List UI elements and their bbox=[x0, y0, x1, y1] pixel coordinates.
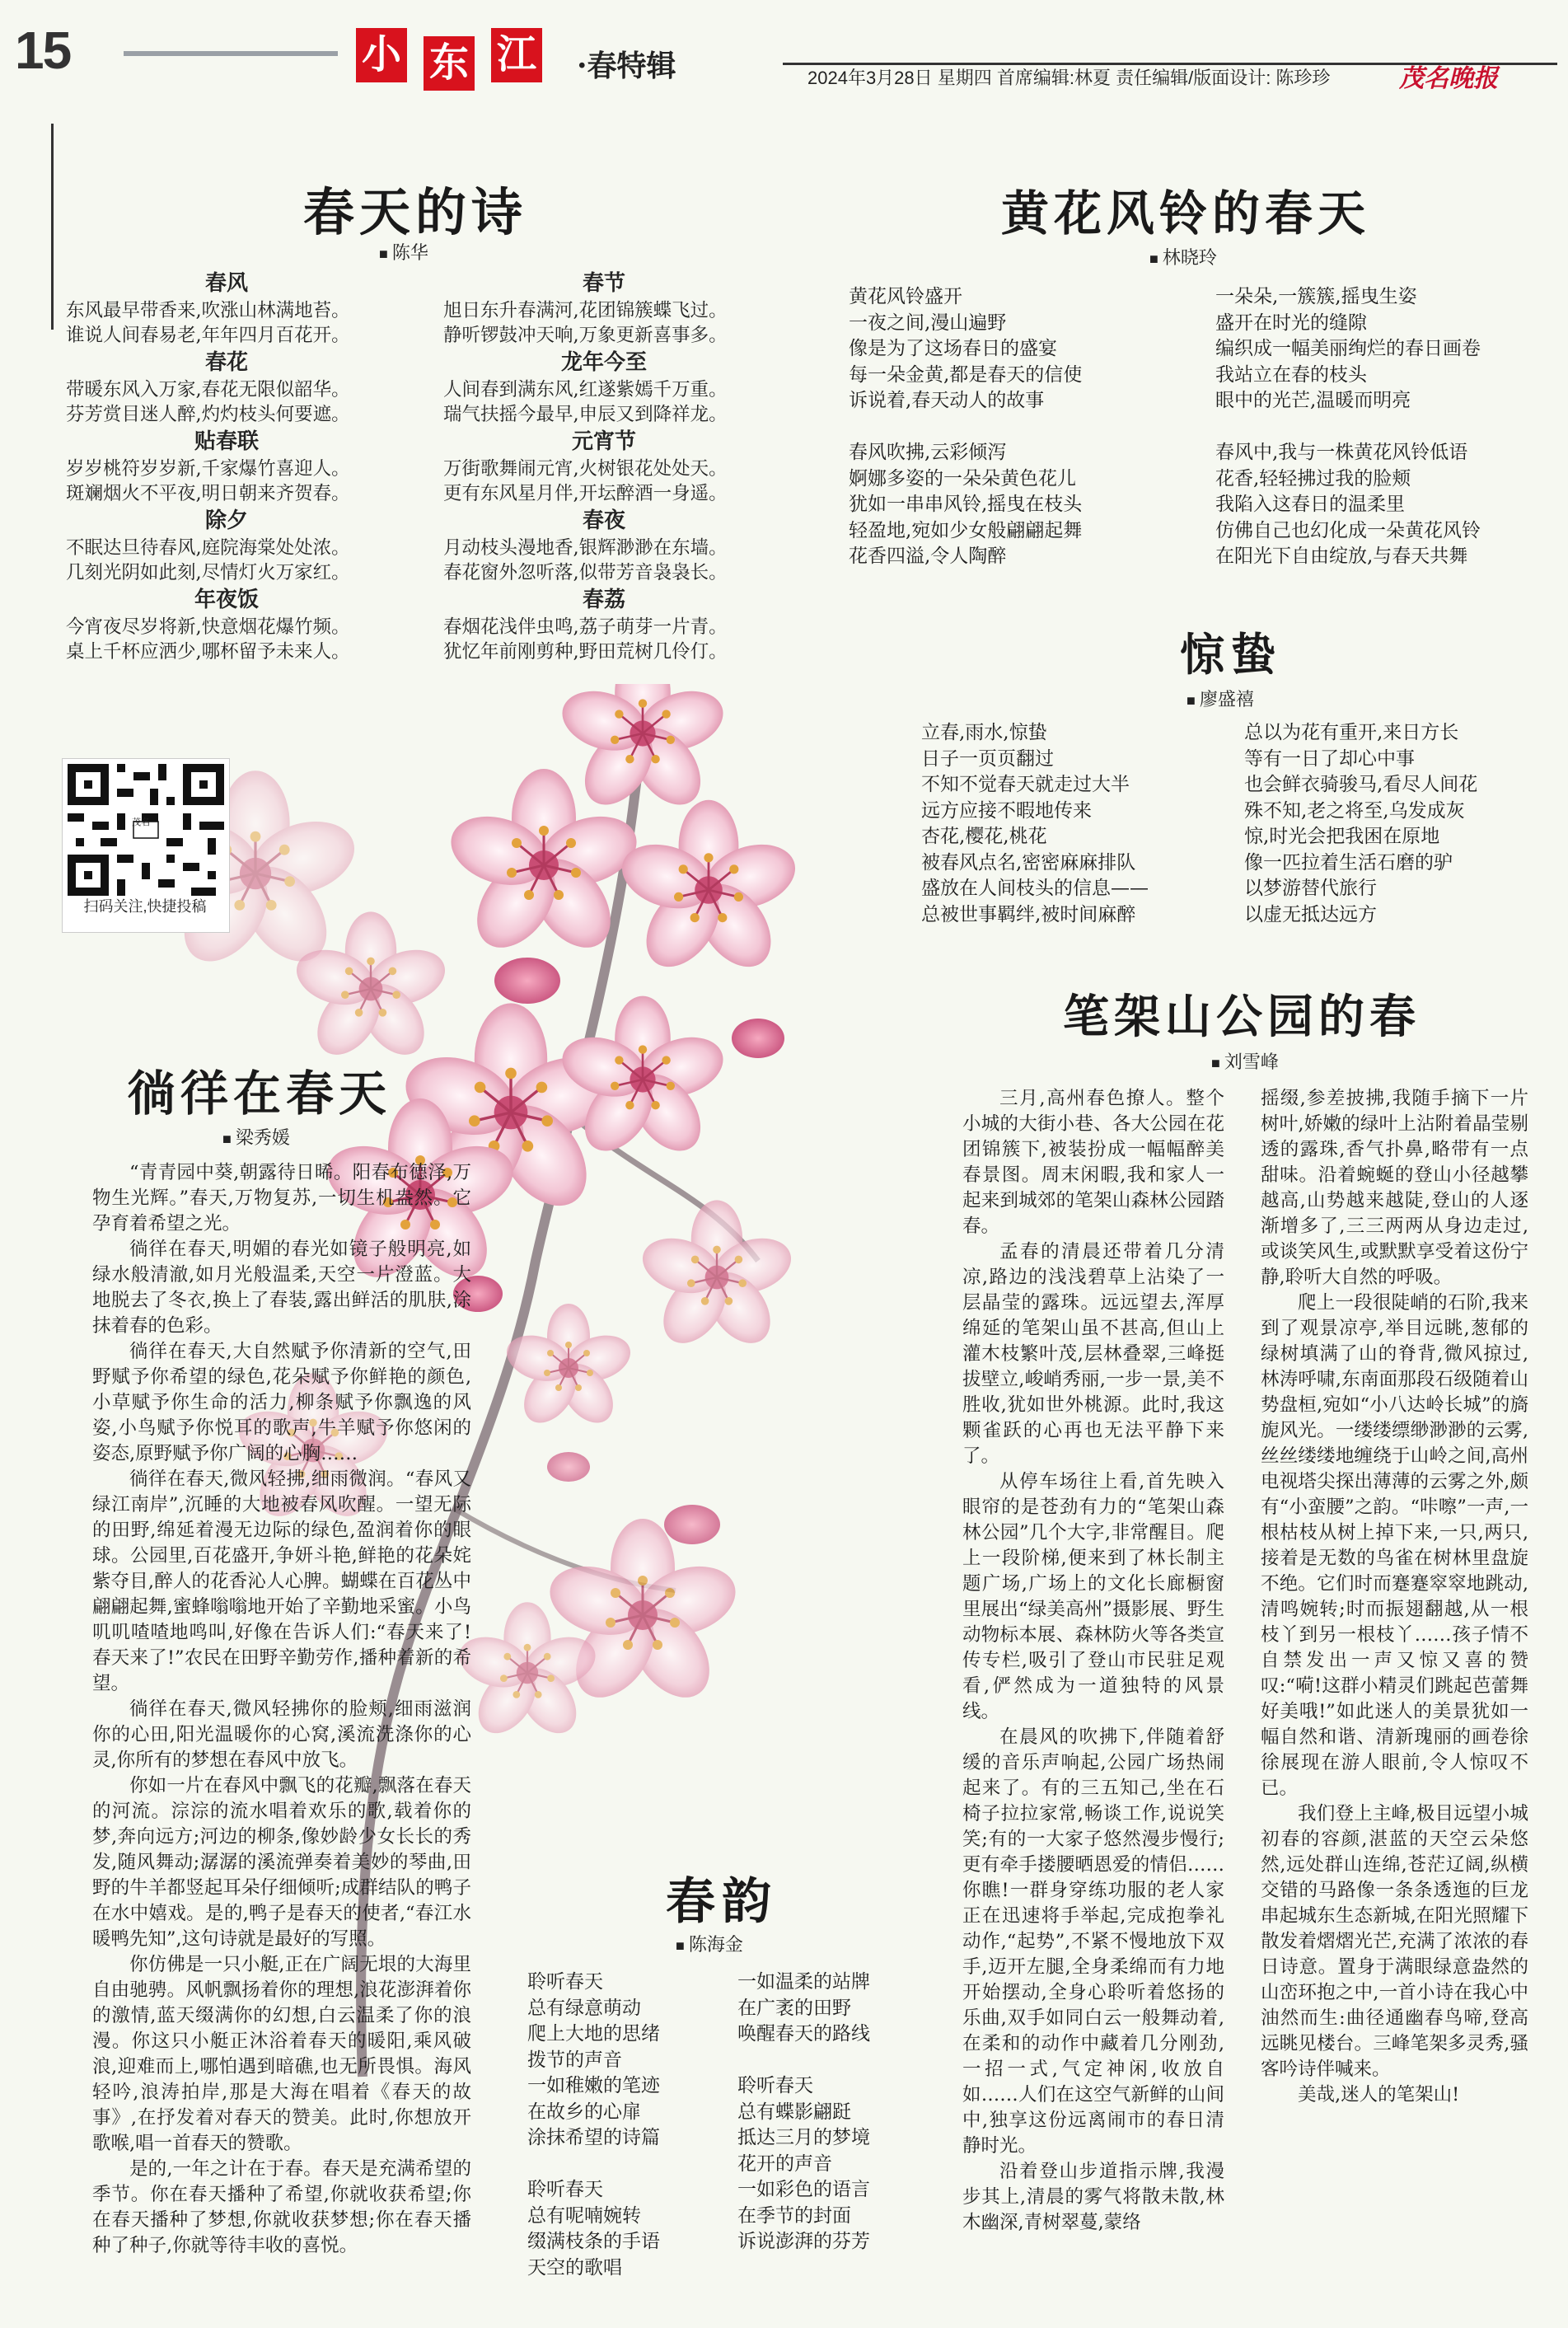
verse-column bbox=[527, 1970, 660, 2281]
verse-line: 诉说澎湃的芬芳 bbox=[737, 2231, 870, 2252]
poem-line: 犹忆年前刚剪种,野田荒树几伶仃。 bbox=[443, 641, 728, 663]
verse-line: 春风中,我与一株黄花风铃低语 bbox=[1215, 442, 1468, 463]
paragraph: 从停车场往上看,首先映入眼帘的是苍劲有力的“笔架山森林公园”几个大字,非常醒目。爬上一段阶梯,便来到了林长制主题广场,广场上的文化长廊橱窗里展出“绿美高州”摄影展、野生动物标本展、森林防火等各类宣传专栏,吸引了登山市民驻足观看,俨然成为一道独特的风景线。 bbox=[962, 1471, 1224, 1722]
verse-line: 聆听春天 bbox=[527, 1971, 603, 1993]
article-author-chunyun: ■ 陈海金 bbox=[676, 1931, 743, 1956]
qr-caption: 扫码关注,快捷投稿 bbox=[83, 898, 207, 915]
verse-line: 在季节的封面 bbox=[737, 2204, 851, 2227]
qr-center-label: 茂名 bbox=[132, 817, 150, 827]
classical-poem bbox=[66, 269, 387, 348]
verse-line: 以虚无抵达远方 bbox=[1244, 903, 1377, 925]
poem-line: 桌上千杯应洒少,哪杯留予未来人。 bbox=[66, 641, 350, 663]
paragraph: 在晨风的吹拂下,伴随着舒缓的音乐声响起,公园广场热闹起来了。有的三五知己,坐在石椅子拉拉家常,畅谈工作,说说笑笑;有的一大家子悠然漫步慢行;更有牵手搂腰晒恩爱的情侣……你瞧!一群身穿练功服的老人家正在迅速将手举起,完成抱拳礼动作,“起势”,不紧不慢地放下双手,迈开左腿,全身柔绵而有力地开始摆动,全身心聆听着悠扬的乐曲,双手如同白云一般舞动着,在柔和的动作中藏着几分刚劲,一招一式,气定神闲,收放自如……人们在这空气新鲜的山间中,独享这份远离闹市的春日清静时光。 bbox=[962, 1726, 1224, 2157]
poem-title: 除夕 bbox=[204, 508, 248, 533]
classical-poem bbox=[66, 506, 387, 585]
verse-line bbox=[1215, 415, 1481, 441]
verse-line: 一如稚嫩的笔迹 bbox=[527, 2075, 660, 2096]
poem-line: 芬芳赏目迷人醉,灼灼枝头何要遮。 bbox=[66, 404, 350, 425]
poem-line: 谁说人间春易老,年年四月百花开。 bbox=[66, 325, 350, 346]
column-rule bbox=[51, 124, 54, 330]
paragraph: “青青园中葵,朝露待日晞。阳春布德泽,万物生光辉。”春天,万物复苏,一切生机盎然。它孕育着希望之光。 bbox=[92, 1162, 471, 1234]
verse-line: 眼中的光芒,温暖而明亮 bbox=[1215, 390, 1411, 411]
paragraph: 你仿佛是一只小艇,正在广阔无垠的大海里自由驰骋。风帆飘扬着你的理想,浪花澎湃着你的激情,蓝天缀满你的幻想,白云温柔了你的浪漫。你这只小艇正沐浴着春天的暖阳,乘风破浪,迎难而上,哪怕遇到暗礁,也无所畏惧。海风轻吟,浪涛拍岸,那是大海在唱着《春天的故事》,在抒发着对春天的赞美。此时,你想放开歌喉,唱一首春天的赞歌。 bbox=[92, 1954, 471, 2154]
verse-line: 立春,雨水,惊蛰 bbox=[921, 722, 1047, 743]
verse-line: 仿佛自己也幻化成一朵黄花风铃 bbox=[1215, 519, 1481, 541]
verse-line: 盛开在时光的缝隙 bbox=[1215, 311, 1367, 334]
verse-line: 远方应接不暇地传来 bbox=[921, 799, 1092, 822]
verse-line: 总有蝶影翩跹 bbox=[737, 2101, 851, 2123]
verse-line: 在广袤的田野 bbox=[737, 1997, 851, 2019]
verse-line: 我陷入这春日的温柔里 bbox=[1215, 494, 1405, 515]
verse-line: 一如温柔的站牌 bbox=[737, 1971, 870, 1993]
article-title-chuntian-shi: 春天的诗 bbox=[303, 182, 528, 242]
verse-line: 总有呢喃婉转 bbox=[527, 2204, 641, 2227]
article-title-huanghua: 黄花风铃的春天 bbox=[1001, 185, 1371, 241]
article-author-huanghua: ■ 林晓玲 bbox=[1149, 244, 1217, 269]
article-title-jingzhe: 惊蛰 bbox=[1180, 628, 1282, 681]
poem-line: 旭日东升春满河,花团锦簇蝶飞过。 bbox=[443, 300, 728, 321]
verse-column bbox=[1244, 720, 1477, 928]
article-title-bijiashan: 笔架山公园的春 bbox=[1063, 990, 1421, 1044]
article-author-bijiashan: ■ 刘雪峰 bbox=[1211, 1048, 1279, 1074]
poem-line: 岁岁桃符岁岁新,千家爆竹喜迎人。 bbox=[66, 458, 350, 480]
verse-line: 在故乡的心扉 bbox=[527, 2101, 641, 2123]
verse-line: 我站立在春的枝头 bbox=[1215, 363, 1367, 386]
verse-line: 轻盈地,宛如少女般翩翩起舞 bbox=[849, 519, 1083, 541]
paragraph: 美哉,迷人的笔架山! bbox=[1298, 2084, 1460, 2106]
classical-poem bbox=[443, 348, 765, 427]
article-title-chunyun: 春韵 bbox=[666, 1873, 778, 1931]
verse-line: 抵达三月的梦境 bbox=[737, 2127, 870, 2148]
verse-column bbox=[921, 720, 1149, 928]
poem-title: 春荔 bbox=[582, 588, 625, 612]
verse-line: 天空的歌唱 bbox=[527, 2256, 622, 2279]
poem-line: 万街歌舞闹元宵,火树银花处处天。 bbox=[443, 458, 728, 480]
verse-line: 编织成一幅美丽绚烂的春日画卷 bbox=[1215, 338, 1481, 359]
verse-line: 诉说着,春天动人的故事 bbox=[849, 390, 1045, 411]
poem-title: 春风 bbox=[204, 271, 248, 296]
poem-line: 几刻光阴如此刻,尽情灯火万家红。 bbox=[66, 562, 350, 583]
paper-logo: 茂名晚报 bbox=[1399, 64, 1498, 93]
verse-line bbox=[527, 2152, 660, 2178]
verse-line: 春风吹拂,云彩倾泻 bbox=[849, 442, 1007, 463]
verse-line: 唤醒春天的路线 bbox=[737, 2023, 870, 2045]
verse-line: 总有绿意萌动 bbox=[527, 1997, 641, 2019]
brand-char-2: 东 bbox=[424, 36, 475, 91]
article-author-chuntian-shi: ■ 陈华 bbox=[379, 239, 428, 265]
article-title-changyang: 徜徉在春天 bbox=[128, 1066, 392, 1122]
section-subtitle: ·春特辑 bbox=[577, 49, 676, 83]
paragraph: 爬上一段很陡峭的石阶,我来到了观景凉亭,举目远眺,葱郁的绿树填满了山的脊背,微风掠过,林涛呼啸,东南面那段石级随着山势盘桓,宛如“小八达岭长城”的旖旎风光。一缕缕缥缈渺渺的云雾,丝丝缕缕地缠绕于山岭之间,高州电视塔尖探出薄薄的云雾之外,颇有“小蛮腰”之韵。“咔嚓”一声,一根枯枝从树上掉下来,一只,两只,接着是无数的鸟雀在树林里盘旋不绝。它们时而蹇蹇窣窣地跳动,清鸣婉转;时而振翅翻越,从一根枝丫到另一根枝丫……孩子情不自禁发出一声又惊又喜的赞叹:“嗬!这群小精灵们跳起芭蕾舞好美哦!”如此迷人的美景犹如一幅自然和谐、清新瑰丽的画卷徐徐展现在游人眼前,令人惊叹不已。 bbox=[1261, 1292, 1528, 1799]
article-author-jingzhe: ■ 廖盛禧 bbox=[1187, 686, 1254, 711]
verse-line: 日子一页页翻过 bbox=[921, 747, 1054, 770]
article-body-column bbox=[962, 1086, 1224, 2236]
classical-poem bbox=[443, 585, 765, 664]
classical-poem bbox=[66, 348, 387, 427]
verse-line bbox=[737, 2048, 870, 2074]
poem-line: 人间春到满东风,红遂紫嫣千万重。 bbox=[443, 379, 728, 400]
classical-poem bbox=[443, 506, 765, 585]
verse-line: 总以为花有重开,来日方长 bbox=[1244, 722, 1459, 743]
verse-line: 以梦游替代旅行 bbox=[1244, 878, 1377, 899]
verse-line: 爬上大地的思绪 bbox=[527, 2023, 660, 2045]
verse-line: 聆听春天 bbox=[737, 2075, 813, 2096]
paragraph: 三月,高州春色撩人。整个小城的大街小巷、各大公园在花团锦簇下,被装扮成一幅幅醉美春景图。周末闲暇,我和家人一起来到城郊的笔架山森林公园踏春。 bbox=[962, 1088, 1224, 1237]
poem-line: 静听锣鼓冲天响,万象更新喜事多。 bbox=[443, 325, 728, 346]
verse-line: 在阳光下自由绽放,与春天共舞 bbox=[1215, 546, 1468, 567]
verse-line: 一朵朵,一簇簇,摇曳生姿 bbox=[1215, 286, 1417, 307]
verse-line: 婀娜多姿的一朵朵黄色花儿 bbox=[849, 467, 1076, 489]
article-author-changyang: ■ 梁秀媛 bbox=[222, 1124, 290, 1150]
paragraph: 徜徉在春天,大自然赋予你清新的空气,田野赋予你希望的绿色,花朵赋予你鲜艳的颜色,小草赋予你生命的活力,柳条赋予你飘逸的风姿,小鸟赋予你悦耳的歌声,牛羊赋予你悠闲的姿态,原野赋予你广阔的心胸…… bbox=[92, 1341, 471, 1464]
poem-title: 元宵节 bbox=[571, 429, 636, 454]
verse-line: 黄花风铃盛开 bbox=[849, 286, 962, 307]
poem-column-left bbox=[66, 269, 387, 664]
verse-line: 杏花,樱花,桃花 bbox=[921, 826, 1047, 847]
paragraph: 摇缀,参差披拂,我随手摘下一片树叶,娇嫩的绿叶上沾附着晶莹剔透的露珠,香气扑鼻,略带有一点甜味。沿着蜿蜒的登山小径越攀越高,山势越来越陡,登山的人逐渐增多了,三三两两从身边走过,或谈笑风生,或默默享受着这份宁静,聆听大自然的呼吸。 bbox=[1261, 1088, 1528, 1288]
poem-line: 带暖东风入万家,春花无限似韶华。 bbox=[66, 379, 350, 400]
verse-line: 等有一日了却心中事 bbox=[1244, 747, 1415, 770]
verse-line: 花香,轻轻拂过我的脸颊 bbox=[1215, 467, 1411, 489]
verse-line: 涂抹希望的诗篇 bbox=[527, 2127, 660, 2148]
paragraph: 沿着登山步道指示牌,我漫步其上,清晨的雾气将散未散,林木幽深,青树翠蔓,蒙络 bbox=[962, 2161, 1224, 2233]
verse-line: 像是为了这场春日的盛宴 bbox=[849, 338, 1057, 359]
poem-line: 春花窗外忽听落,似带芳音袅袅长。 bbox=[443, 562, 728, 583]
poem-line: 不眠达旦待春风,庭院海棠处处浓。 bbox=[66, 537, 350, 559]
poem-line: 东风最早带香来,吹涨山林满地苔。 bbox=[66, 300, 350, 321]
paragraph: 徜徉在春天,明媚的春光如镜子般明亮,如绿水般清澈,如月光般温柔,天空一片澄蓝。大地脱去了冬衣,换上了春装,露出鲜活的肌肤,涂抹着春的色彩。 bbox=[92, 1239, 471, 1337]
paragraph: 是的,一年之计在于春。春天是充满希望的季节。你在春天播种了希望,你就收获希望;你在春天播种了梦想,你就收获梦想;你在春天播种了种子,你就等待丰收的喜悦。 bbox=[92, 2158, 471, 2256]
paragraph: 徜徉在春天,微风轻拂你的脸颊,细雨滋润你的心田,阳光温暖你的心窝,溪流洗涤你的心灵,你所有的梦想在春风中放飞。 bbox=[92, 1698, 471, 1771]
verse-line: 缀满枝条的手语 bbox=[527, 2231, 660, 2252]
qr-code-icon bbox=[68, 764, 224, 896]
verse-line: 犹如一串串风铃,摇曳在枝头 bbox=[849, 494, 1083, 515]
poem-line: 春烟花浅伴虫鸣,荔子萌芽一片青。 bbox=[443, 616, 728, 638]
brand-char-3: 江 bbox=[491, 28, 542, 82]
poem-title: 春夜 bbox=[582, 508, 625, 533]
poem-line: 瑞气扶摇今最早,申辰又到降祥龙。 bbox=[443, 404, 728, 425]
poem-column-right bbox=[443, 269, 765, 664]
verse-line: 花香四溢,令人陶醉 bbox=[849, 546, 1007, 567]
verse-line: 像一匹拉着生活石磨的驴 bbox=[1244, 851, 1453, 874]
classical-poem bbox=[66, 427, 387, 506]
verse-line: 每一朵金黄,都是春天的信使 bbox=[849, 363, 1083, 386]
verse-line: 也会鲜衣骑骏马,看尽人间花 bbox=[1244, 774, 1478, 795]
verse-line: 殊不知,老之将至,乌发成灰 bbox=[1244, 799, 1465, 822]
header-meta: 2024年3月28日 星期四 首席编辑:林夏 责任编辑/版面设计: 陈珍珍 bbox=[807, 68, 1331, 88]
poem-title: 贴春联 bbox=[194, 429, 259, 454]
verse-column bbox=[1215, 284, 1481, 570]
classical-poem bbox=[443, 269, 765, 348]
classical-poem bbox=[66, 585, 387, 664]
poem-title: 年夜饭 bbox=[194, 588, 259, 612]
page-number: 15 bbox=[15, 21, 71, 80]
article-body-column bbox=[1261, 1086, 1528, 2108]
verse-line: 一夜之间,漫山遍野 bbox=[849, 311, 1007, 334]
poem-line: 斑斓烟火不平夜,明日朝来齐贺春。 bbox=[66, 483, 350, 504]
paragraph: 孟春的清晨还带着几分清凉,路边的浅浅碧草上沾染了一层晶莹的露珠。远远望去,浑厚绵延的笔架山虽不甚高,但山上灌木枝繁叶茂,层林叠翠,三峰挺拔壁立,峻峭秀丽,一步一景,美不胜收,犹如世外桃源。此时,我这颗雀跃的心再也无法平静下来了。 bbox=[962, 1241, 1224, 1467]
verse-line: 不知不觉春天就走过大半 bbox=[921, 774, 1130, 795]
paragraph: 我们登上主峰,极目远望小城初春的容颜,湛蓝的天空云朵悠然,远处群山连绵,苍茫辽阔,纵横交错的马路像一条条透迤的巨龙串起城东生态新城,在阳光照耀下散发着熠熠光芒,充满了浓浓的春日诗意。置身于满眼绿意盎然的山峦环抱之中,一首小诗在我心中油然而生:曲径通幽春鸟啼,登高远眺见楼台。三峰笔架多灵秀,骚客吟诗伴喊来。 bbox=[1261, 1803, 1528, 2080]
poem-line: 更有东风星月伴,开坛醉酒一身遥。 bbox=[443, 483, 728, 504]
verse-line: 拨节的声音 bbox=[527, 2049, 622, 2071]
brand-char-1: 小 bbox=[356, 28, 407, 82]
poem-title: 春花 bbox=[204, 350, 248, 375]
verse-column bbox=[737, 1970, 870, 2255]
paragraph: 徜徉在春天,微风轻拂,细雨微润。“春风又绿江南岸”,沉睡的大地被春风吹醒。一望无际的田野,绵延着漫无边际的绿色,盈润着你的眼球。公园里,百花盛开,争妍斗艳,鲜艳的花朵姹紫夺目,醉人的花香沁人心脾。蝴蝶在百花丛中翩翩起舞,蜜蜂嗡嗡地开始了辛勤地采蜜。小鸟叽叽喳喳地鸣叫,好像在告诉人们:“春天来了!春天来了!”农民在田野辛勤劳作,播种着新的希望。 bbox=[92, 1468, 471, 1694]
header-rule bbox=[124, 51, 338, 56]
article-body-column bbox=[92, 1160, 471, 2259]
classical-poem bbox=[443, 427, 765, 506]
verse-line: 花开的声音 bbox=[737, 2152, 832, 2175]
verse-line: 惊,时光会把我困在原地 bbox=[1244, 826, 1440, 847]
verse-line: 聆听春天 bbox=[527, 2179, 603, 2200]
verse-line bbox=[849, 415, 1082, 441]
verse-column bbox=[849, 284, 1082, 570]
verse-line: 一如彩色的语言 bbox=[737, 2179, 870, 2200]
poem-title: 春节 bbox=[582, 271, 625, 296]
paragraph: 你如一片在春风中飘飞的花瓣,飘落在春天的河流。淙淙的流水唱着欢乐的歌,载着你的梦,奔向远方;河边的柳条,像妙龄少女长长的秀发,随风舞动;潺潺的溪流弹奏着美妙的琴曲,田野的牛羊都竖起耳朵仔细倾听;成群结队的鸭子在水中嬉戏。是的,鸭子是春天的使者,“春江水暖鸭先知”,这句诗就是最好的写照。 bbox=[92, 1775, 471, 1950]
verse-line: 盛放在人间枝头的信息—— bbox=[921, 878, 1149, 899]
poem-line: 月动枝头漫地香,银辉渺渺在东墙。 bbox=[443, 537, 728, 559]
verse-line: 被春风点名,密密麻麻排队 bbox=[921, 851, 1136, 874]
verse-line: 总被世事羁绊,被时间麻醉 bbox=[921, 903, 1136, 925]
poem-title: 龙年今至 bbox=[560, 350, 647, 375]
poem-line: 今宵夜尽岁将新,快意烟花爆竹频。 bbox=[66, 616, 350, 638]
